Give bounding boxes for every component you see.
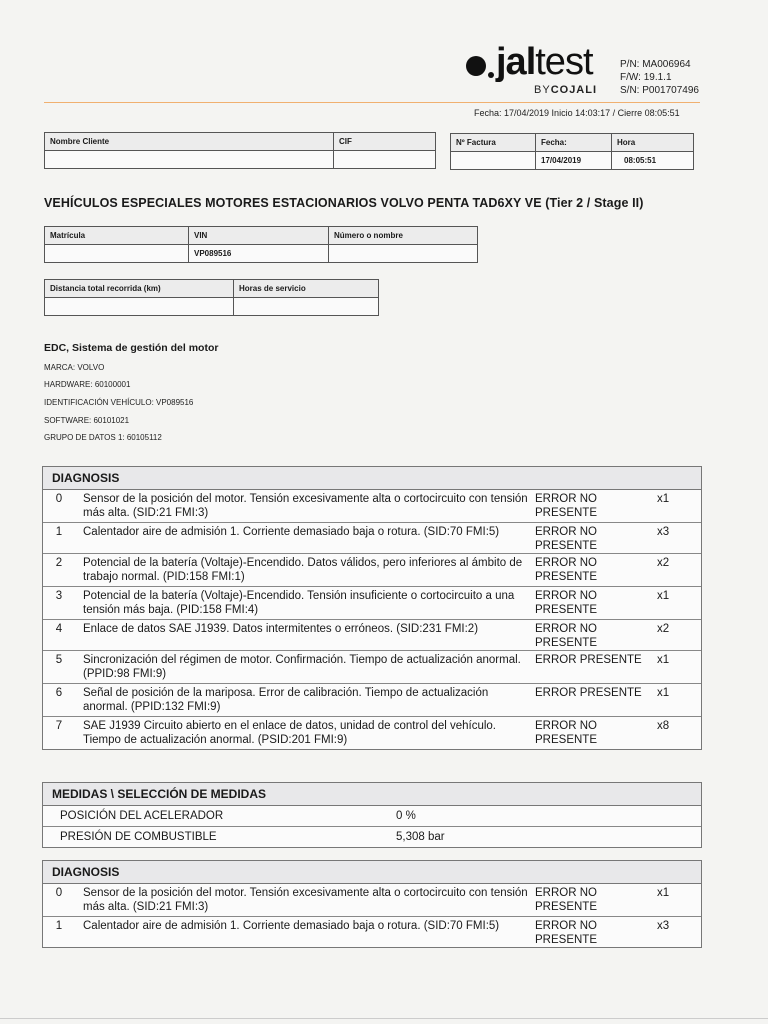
measure-label: POSICIÓN DEL ACELERADOR: [60, 810, 224, 822]
row-count: x2: [657, 623, 670, 635]
table-row: [43, 827, 701, 847]
hours-value: [234, 298, 379, 316]
diagnosis-section-1: [42, 466, 702, 750]
row-count: x1: [657, 493, 670, 505]
row-description: Sensor de la posición del motor. Tensión excesivamente alta o cortocircuito con tensión más alta. (SID:21 FMI:3): [83, 887, 528, 913]
client-cif-value: [334, 151, 436, 169]
edc-brand: MARCA: VOLVO: [44, 363, 105, 372]
row-number: 4: [55, 623, 63, 635]
measures-title: MEDIDAS \ SELECCIÓN DE MEDIDAS: [43, 783, 701, 806]
table-row: [43, 684, 701, 717]
row-status: ERROR NO PRESENTE: [535, 887, 597, 913]
row-status: ERROR NO PRESENTE: [535, 920, 597, 946]
invoice-time-value: 08:05:51: [612, 152, 694, 170]
session-dates: Fecha: 17/04/2019 Inicio 14:03:17 / Cierre 08:05:51: [474, 108, 680, 118]
invoice-table: [450, 133, 694, 170]
row-number: 0: [55, 493, 63, 505]
edc-vehicle-id: IDENTIFICACIÓN VEHÍCULO: VP089516: [44, 398, 194, 407]
row-count: x2: [657, 557, 670, 569]
table-row: [43, 806, 701, 827]
client-name-label: Nombre Cliente: [45, 133, 334, 151]
vehicle-vin-label: VIN: [189, 227, 329, 245]
row-status: ERROR NO PRESENTE: [535, 720, 597, 746]
logo-dot-icon: [466, 56, 486, 76]
row-status: ERROR NO PRESENTE: [535, 526, 597, 552]
table-row: [43, 717, 701, 749]
client-name-value: [45, 151, 334, 169]
diagnosis-title: DIAGNOSIS: [43, 467, 701, 490]
invoice-number-value: [451, 152, 536, 170]
row-description: Enlace de datos SAE J1939. Datos intermitentes o erróneos. (SID:231 FMI:2): [83, 623, 479, 635]
distance-label: Distancia total recorrida (km): [45, 280, 234, 298]
row-number: 1: [55, 526, 63, 538]
row-number: 7: [55, 720, 63, 732]
row-status: ERROR NO PRESENTE: [535, 623, 597, 649]
row-count: x1: [657, 654, 670, 666]
diagnosis-section-2: [42, 860, 702, 948]
client-table: [44, 132, 436, 169]
table-row: [43, 620, 701, 651]
row-description: Sincronización del régimen de motor. Confirmación. Tiempo de actualización anormal. (PPID:98 FMI:9): [83, 654, 521, 680]
invoice-time-label: Hora: [612, 134, 694, 152]
row-description: Calentador aire de admisión 1. Corriente demasiado baja o rotura. (SID:70 FMI:5): [83, 920, 500, 932]
vehicle-title: VEHÍCULOS ESPECIALES MOTORES ESTACIONARIOS VOLVO PENTA TAD6XY VE (Tier 2 / Stage II): [44, 196, 644, 210]
jaltest-logo: [466, 42, 593, 88]
row-count: x1: [657, 887, 670, 899]
device-sn: S/N: P001707496: [620, 85, 699, 96]
hours-label: Horas de servicio: [234, 280, 379, 298]
vehicle-plate-label: Matrícula: [45, 227, 189, 245]
row-count: x1: [657, 687, 670, 699]
row-count: x8: [657, 720, 670, 732]
distance-value: [45, 298, 234, 316]
row-description: SAE J1939 Circuito abierto en el enlace de datos, unidad de control del vehículo. Tiempo de actualización anormal. (PSID:201 FMI:9): [83, 720, 496, 746]
row-number: 5: [55, 654, 63, 666]
logo-small-dot-icon: [488, 72, 494, 78]
edc-software: SOFTWARE: 60101021: [44, 416, 130, 425]
table-row: [43, 917, 701, 947]
row-status: ERROR PRESENTE: [535, 687, 642, 699]
vehicle-plate-value: [45, 245, 189, 263]
edc-hardware: HARDWARE: 60100001: [44, 380, 131, 389]
row-count: x1: [657, 590, 670, 602]
page-edge: [0, 1018, 768, 1019]
row-description: Potencial de la batería (Voltaje)-Encendido. Datos válidos, pero inferiores al ámbito de trabajo normal. (PID:158 FMI:1): [83, 557, 523, 583]
row-number: 3: [55, 590, 63, 602]
vehicle-vin-value: VP089516: [189, 245, 329, 263]
device-info: [620, 58, 699, 97]
device-fw: F/W: 19.1.1: [620, 72, 672, 83]
vehicle-number-value: [329, 245, 478, 263]
edc-title: EDC, Sistema de gestión del motor: [44, 342, 219, 354]
row-number: 2: [55, 557, 63, 569]
table-row: [43, 523, 701, 554]
row-status: ERROR PRESENTE: [535, 654, 642, 666]
row-status: ERROR NO PRESENTE: [535, 590, 597, 616]
row-count: x3: [657, 920, 670, 932]
invoice-date-label: Fecha:: [536, 134, 612, 152]
row-description: Sensor de la posición del motor. Tensión excesivamente alta o cortocircuito con tensión más alta. (SID:21 FMI:3): [83, 493, 528, 519]
row-status: ERROR NO PRESENTE: [535, 557, 597, 583]
row-description: Señal de posición de la mariposa. Error de calibración. Tiempo de actualización anormal. (PPID:132 FMI:9): [83, 687, 489, 713]
device-pn: P/N: MA006964: [620, 59, 691, 70]
row-status: ERROR NO PRESENTE: [535, 493, 597, 519]
brand-by: BY: [534, 84, 551, 96]
table-row: [43, 490, 701, 523]
logo-text-bold: jal: [496, 41, 536, 83]
vehicle-number-label: Número o nombre: [329, 227, 478, 245]
row-number: 0: [55, 887, 63, 899]
table-row: [43, 587, 701, 620]
row-description: Calentador aire de admisión 1. Corriente demasiado baja o rotura. (SID:70 FMI:5): [83, 526, 500, 538]
row-number: 1: [55, 920, 63, 932]
header-divider: [44, 102, 700, 103]
table-row: [43, 884, 701, 917]
invoice-date-value: 17/04/2019: [536, 152, 612, 170]
logo-text-light: test: [535, 41, 593, 83]
row-number: 6: [55, 687, 63, 699]
diagnosis-title: DIAGNOSIS: [43, 861, 701, 884]
row-description: Potencial de la batería (Voltaje)-Encendido. Tensión insuficiente o cortocircuito a una tensión más baja. (PID:158 FMI:4): [83, 590, 515, 616]
row-count: x3: [657, 526, 670, 538]
edc-data-group: GRUPO DE DATOS 1: 60105112: [44, 433, 162, 442]
measure-value: 0 %: [396, 810, 416, 822]
brand-byline: [534, 84, 597, 96]
brand-company: COJALI: [550, 84, 598, 96]
table-row: [43, 554, 701, 587]
usage-table: [44, 279, 379, 316]
measure-value: 5,308 bar: [396, 831, 445, 843]
measure-label: PRESIÓN DE COMBUSTIBLE: [60, 831, 217, 843]
invoice-number-label: Nº Factura: [451, 134, 536, 152]
client-cif-label: CIF: [334, 133, 436, 151]
vehicle-table: [44, 226, 478, 263]
measures-section: [42, 782, 702, 848]
table-row: [43, 651, 701, 684]
